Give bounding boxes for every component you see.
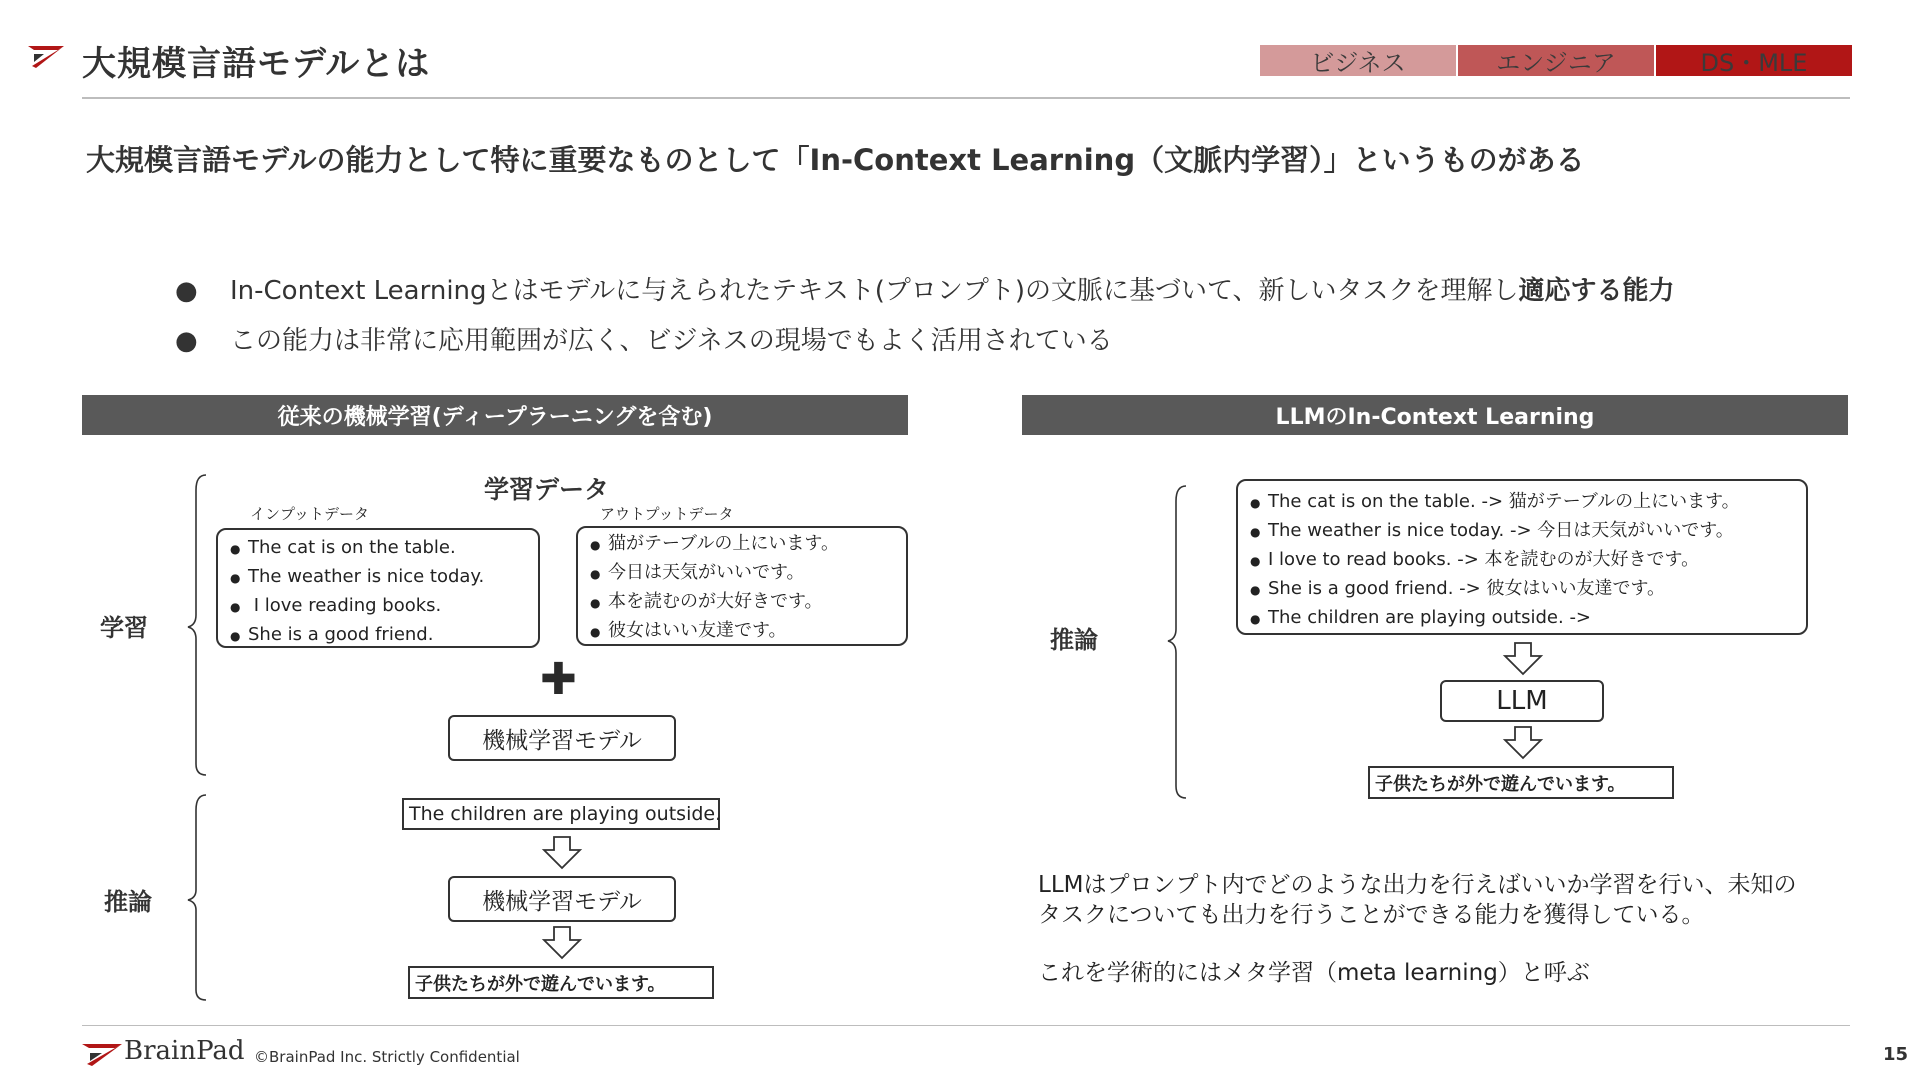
bullet-dot: ●	[590, 596, 601, 610]
bullet-dot: ●	[1250, 496, 1261, 510]
bullet-dot: ●	[1250, 525, 1261, 539]
section-header-llm: LLMのIn-Context Learning	[1022, 395, 1848, 435]
bullet-dot: ●	[1250, 554, 1261, 568]
input-data-item	[218, 621, 538, 650]
lead-sentence: 大規模言語モデルの能力として特に重要なものとして「In-Context Learning（文脈内学習）」というものがある	[86, 143, 1585, 177]
brand-logo-icon	[82, 1040, 124, 1066]
brand-mark-icon	[28, 44, 66, 68]
llm-explanation-line: LLMはプロンプト内でどのような出力を行えばいいか学習を行い、未知の	[1038, 872, 1797, 898]
audience-tags	[1260, 45, 1854, 76]
section-header-traditional: 従来の機械学習(ディープラーニングを含む)	[82, 395, 908, 435]
inference-label: 推論	[104, 888, 152, 916]
input-data-item	[218, 592, 538, 621]
bullet-dot: ●	[230, 571, 241, 585]
training-data-title: 学習データ	[484, 475, 610, 504]
bullet-dot: ●	[590, 625, 601, 639]
prompt-list	[1238, 488, 1806, 633]
input-data-item-text: I love reading books.	[248, 595, 442, 616]
prompt-item	[1238, 575, 1806, 604]
down-arrow-icon	[1503, 642, 1543, 676]
prompt-item	[1238, 517, 1806, 546]
llm-inference-label: 推論	[1050, 626, 1098, 654]
input-data-item-text: The weather is nice today.	[248, 566, 485, 587]
meta-learning-note: これを学術的にはメタ学習（meta learning）と呼ぶ	[1038, 960, 1590, 986]
tag-engineer: エンジニア	[1458, 45, 1654, 76]
plus-icon: ✚	[540, 654, 577, 705]
tag-business: ビジネス	[1260, 45, 1456, 76]
bullet-item	[175, 320, 1113, 357]
output-data-item-text: 今日は天気がいいです。	[608, 562, 805, 583]
prompt-item	[1238, 546, 1806, 575]
input-data-box	[216, 528, 540, 648]
output-data-item	[578, 530, 906, 559]
header-divider	[82, 97, 1850, 99]
prompt-item-text: She is a good friend. -> 彼女はいい友達です。	[1268, 578, 1666, 599]
page-title: 大規模言語モデルとは	[82, 44, 431, 84]
prompt-item-text: The children are playing outside. ->	[1268, 607, 1592, 628]
bullet-dot: ●	[590, 538, 601, 552]
bracket-icon	[180, 470, 220, 1010]
bullet-dot: ●	[230, 600, 241, 614]
llm-explanation-line: タスクについても出力を行うことができる能力を獲得している。	[1038, 902, 1705, 928]
bullet-dot: ●	[230, 629, 241, 643]
bullet-text: この能力は非常に応用範囲が広く、ビジネスの現場でもよく活用されている	[230, 326, 1113, 356]
bracket-icon	[1160, 484, 1200, 804]
input-data-item-text: She is a good friend.	[248, 624, 434, 645]
output-data-item	[578, 559, 906, 588]
input-data-item-text: The cat is on the table.	[248, 537, 456, 558]
tag-ds-mle: DS・MLE	[1656, 45, 1852, 76]
output-data-item-text: 猫がテーブルの上にいます。	[608, 533, 839, 554]
input-data-item	[218, 534, 538, 563]
bullet-text: In-Context Learningとはモデルに与えられたテキスト(プロンプト)の文脈に基づいて、新しいタスクを理解し	[230, 276, 1519, 306]
prompt-item	[1238, 604, 1806, 633]
llm-output-box: 子供たちが外で遊んでいます。	[1368, 766, 1674, 799]
llm-box: LLM	[1440, 680, 1604, 722]
bullet-dot: ●	[175, 276, 198, 306]
ml-model-box: 機械学習モデル	[448, 715, 676, 761]
bullet-dot: ●	[1250, 583, 1261, 597]
inference-output-box: 子供たちが外で遊んでいます。	[408, 966, 714, 999]
down-arrow-icon	[1503, 726, 1543, 760]
prompt-item-text: I love to read books. -> 本を読むのが大好きです。	[1268, 549, 1700, 570]
page-number: 15	[1883, 1044, 1909, 1065]
prompt-box	[1236, 479, 1808, 635]
input-data-item	[218, 563, 538, 592]
output-data-box	[576, 526, 908, 646]
prompt-item	[1238, 488, 1806, 517]
bullet-dot: ●	[230, 542, 241, 556]
bullet-item	[175, 270, 1675, 307]
bullet-dot: ●	[175, 326, 198, 356]
input-data-label: インプットデータ	[250, 505, 369, 523]
down-arrow-icon	[542, 926, 582, 960]
down-arrow-icon	[542, 836, 582, 870]
inference-input-box: The children are playing outside.	[402, 798, 720, 830]
prompt-item-text: The weather is nice today. -> 今日は天気がいいです。	[1268, 520, 1734, 541]
output-data-item	[578, 617, 906, 646]
output-data-item	[578, 588, 906, 617]
output-data-item-text: 本を読むのが大好きです。	[608, 591, 823, 612]
bullet-dot: ●	[590, 567, 601, 581]
output-data-list	[578, 530, 906, 646]
inference-model-box: 機械学習モデル	[448, 876, 676, 922]
copyright-text: ©BrainPad Inc. Strictly Confidential	[254, 1048, 520, 1066]
footer-divider	[82, 1025, 1850, 1026]
output-data-item-text: 彼女はいい友達です。	[608, 620, 787, 641]
training-label: 学習	[100, 614, 148, 642]
output-data-label: アウトプットデータ	[600, 505, 734, 523]
bullet-emphasis: 適応する能力	[1518, 276, 1675, 306]
brand-wordmark: BrainPad	[124, 1036, 245, 1066]
prompt-item-text: The cat is on the table. -> 猫がテーブルの上にいます。	[1268, 491, 1740, 512]
llm-explanation	[1038, 870, 1796, 930]
bullet-dot: ●	[1250, 612, 1261, 626]
input-data-list	[218, 534, 538, 650]
